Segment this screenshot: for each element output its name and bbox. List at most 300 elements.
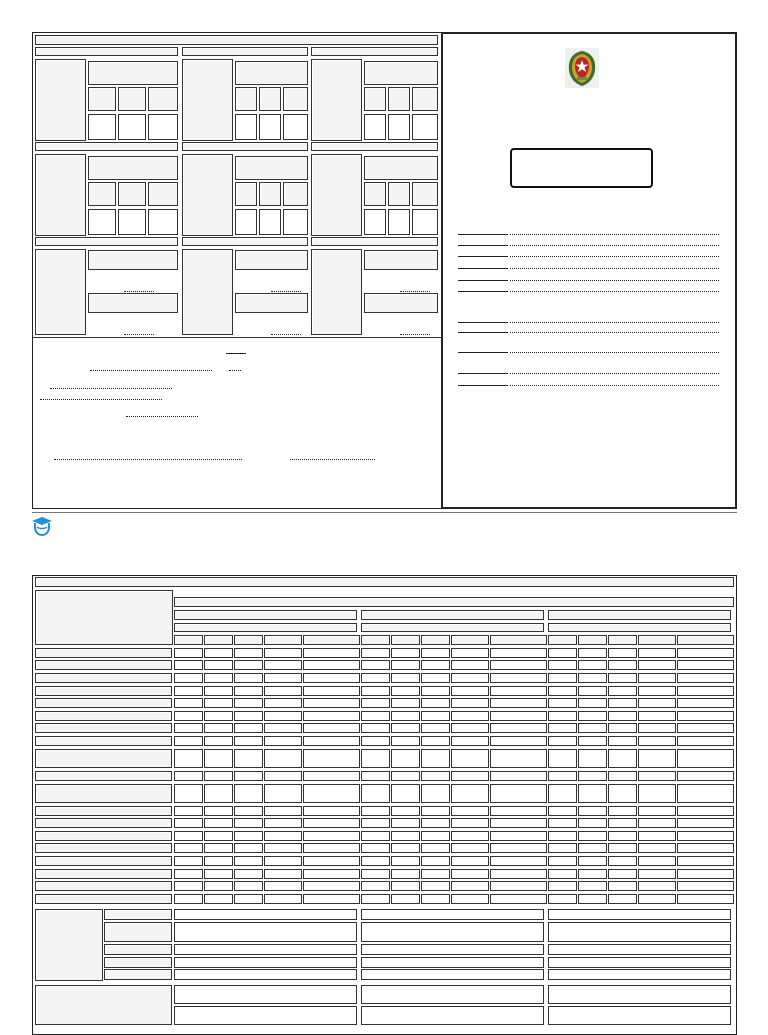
score-cell — [204, 686, 233, 696]
score-cell — [548, 673, 577, 683]
score-cell — [548, 736, 577, 746]
subject-name-cell — [35, 784, 172, 803]
score-cell — [361, 648, 390, 658]
fill-in-line — [400, 291, 430, 292]
subject-name-cell — [35, 711, 172, 721]
score-cell — [234, 673, 263, 683]
score-cell — [264, 881, 302, 891]
score-cell — [608, 723, 637, 733]
score-cell — [174, 856, 203, 866]
score-cell — [421, 723, 450, 733]
score-cell — [421, 736, 450, 746]
score-cell — [303, 831, 360, 841]
column-header — [548, 635, 577, 645]
subject-name-cell — [35, 686, 172, 696]
subject-name-cell — [35, 831, 172, 841]
field-label-line — [458, 373, 508, 374]
score-cell — [361, 856, 390, 866]
field-label-line — [458, 245, 508, 246]
score-cell — [608, 784, 637, 803]
summary-value-cell — [548, 909, 731, 920]
term-total-cell — [88, 156, 178, 180]
score-cell — [608, 806, 637, 816]
fill-in-line — [510, 332, 719, 333]
fill-in-line — [40, 399, 162, 400]
score-cell — [548, 771, 577, 781]
term-subscore-cell — [412, 114, 438, 140]
score-cell — [303, 771, 360, 781]
column-header — [174, 635, 203, 645]
score-cell — [391, 749, 420, 768]
score-cell — [548, 784, 577, 803]
remarks-cell — [548, 985, 731, 1004]
summary-row-label — [104, 957, 172, 968]
score-cell — [548, 881, 577, 891]
score-cell — [638, 648, 676, 658]
score-cell — [391, 660, 420, 670]
score-cell — [451, 881, 489, 891]
score-cell — [638, 673, 676, 683]
score-cell — [548, 856, 577, 866]
score-cell — [451, 698, 489, 708]
score-cell — [204, 749, 233, 768]
score-cell — [361, 660, 390, 670]
summary-value-cell — [174, 922, 357, 942]
term-subscore-cell — [364, 209, 386, 235]
score-cell — [391, 784, 420, 803]
score-cell — [204, 818, 233, 828]
score-cell — [264, 749, 302, 768]
remarks-cell — [361, 1006, 544, 1025]
result-field — [364, 250, 438, 270]
score-cell — [578, 831, 607, 841]
score-cell — [234, 894, 263, 904]
column-header — [264, 635, 302, 645]
score-cell — [234, 736, 263, 746]
score-cell — [421, 771, 450, 781]
score-cell — [677, 869, 734, 879]
score-cell — [204, 723, 233, 733]
score-cell — [548, 698, 577, 708]
score-cell — [391, 831, 420, 841]
result-field — [88, 293, 178, 313]
term-subscore-cell — [388, 209, 410, 235]
term-header — [182, 47, 308, 56]
score-cell — [608, 660, 637, 670]
fill-in-line — [90, 370, 212, 371]
score-cell — [303, 881, 360, 891]
signature-line — [54, 459, 242, 460]
term-header — [311, 142, 438, 151]
field-label-line — [458, 385, 508, 386]
fill-in-line — [510, 291, 719, 292]
score-cell — [638, 686, 676, 696]
summary-row-label — [104, 922, 172, 942]
score-cell — [451, 749, 489, 768]
result-field — [235, 293, 308, 313]
score-cell — [608, 894, 637, 904]
score-cell — [303, 686, 360, 696]
score-cell — [578, 749, 607, 768]
score-cell — [391, 843, 420, 853]
score-cell — [391, 711, 420, 721]
column-header — [234, 635, 263, 645]
score-cell — [548, 843, 577, 853]
score-cell — [234, 711, 263, 721]
score-cell — [677, 818, 734, 828]
score-cell — [391, 869, 420, 879]
score-cell — [174, 843, 203, 853]
score-cell — [548, 711, 577, 721]
score-cell — [234, 831, 263, 841]
score-cell — [391, 698, 420, 708]
report-card-front-panel — [441, 32, 737, 509]
fill-in-line — [124, 334, 154, 335]
subject-name-cell — [35, 843, 172, 853]
term-subscore-cell — [235, 209, 257, 235]
field-label-line — [458, 332, 508, 333]
score-cell — [361, 881, 390, 891]
term-subscore-cell — [118, 87, 146, 111]
term-header — [35, 237, 178, 246]
score-cell — [677, 856, 734, 866]
score-cell — [204, 771, 233, 781]
score-cell — [608, 869, 637, 879]
score-cell — [361, 686, 390, 696]
score-cell — [174, 736, 203, 746]
score-cell — [234, 723, 263, 733]
subject-name-cell — [35, 818, 172, 828]
term-total-cell — [235, 61, 308, 85]
score-cell — [174, 686, 203, 696]
score-cell — [264, 736, 302, 746]
score-cell — [451, 784, 489, 803]
score-cell — [234, 818, 263, 828]
score-cell — [638, 698, 676, 708]
score-cell — [234, 869, 263, 879]
score-cell — [677, 711, 734, 721]
score-cell — [578, 698, 607, 708]
score-cell — [677, 771, 734, 781]
score-cell — [174, 660, 203, 670]
score-cell — [451, 856, 489, 866]
score-cell — [421, 784, 450, 803]
score-cell — [490, 818, 547, 828]
term-total-cell — [88, 61, 178, 85]
score-cell — [548, 894, 577, 904]
score-cell — [204, 856, 233, 866]
score-cell — [174, 648, 203, 658]
score-cell — [234, 843, 263, 853]
term-header — [35, 142, 178, 151]
score-cell — [548, 806, 577, 816]
score-cell — [234, 806, 263, 816]
term-subscore-cell — [118, 114, 146, 140]
score-cell — [578, 843, 607, 853]
field-label-line — [458, 322, 508, 323]
term-label-cell — [182, 249, 233, 335]
score-cell — [303, 856, 360, 866]
score-cell — [490, 894, 547, 904]
score-cell — [303, 723, 360, 733]
score-cell — [361, 806, 390, 816]
score-cell — [361, 843, 390, 853]
score-cell — [677, 736, 734, 746]
column-header — [421, 635, 450, 645]
score-cell — [391, 894, 420, 904]
score-cell — [391, 648, 420, 658]
score-cell — [204, 869, 233, 879]
score-cell — [361, 673, 390, 683]
score-cell — [638, 749, 676, 768]
subject-name-cell — [35, 660, 172, 670]
score-cell — [490, 771, 547, 781]
fill-in-line — [226, 353, 246, 354]
score-cell — [451, 711, 489, 721]
remarks-cell — [548, 1006, 731, 1025]
score-cell — [264, 711, 302, 721]
fill-in-line — [510, 245, 719, 246]
term-subscore-cell — [235, 182, 257, 206]
score-cell — [677, 660, 734, 670]
score-cell — [421, 869, 450, 879]
score-cell — [421, 856, 450, 866]
score-cell — [451, 806, 489, 816]
result-field — [364, 293, 438, 313]
field-label-line — [458, 352, 508, 353]
summary-value-cell — [361, 909, 544, 920]
term-subscore-cell — [259, 209, 281, 235]
term-label-cell — [311, 154, 362, 236]
term-subscore-cell — [88, 182, 116, 206]
score-cell — [303, 784, 360, 803]
score-cell — [264, 869, 302, 879]
score-cell — [451, 686, 489, 696]
score-cell — [451, 771, 489, 781]
subject-name-cell — [35, 673, 172, 683]
score-cell — [638, 736, 676, 746]
score-cell — [677, 749, 734, 768]
score-cell — [391, 771, 420, 781]
term-label-cell — [35, 154, 86, 236]
fill-in-line — [510, 322, 719, 323]
score-cell — [608, 843, 637, 853]
score-cell — [578, 894, 607, 904]
page-divider — [32, 512, 737, 513]
score-cell — [174, 723, 203, 733]
score-cell — [421, 818, 450, 828]
score-cell — [264, 771, 302, 781]
score-cell — [677, 843, 734, 853]
score-cell — [361, 711, 390, 721]
term-label-cell — [311, 249, 362, 335]
subject-name-cell — [35, 723, 172, 733]
score-cell — [677, 881, 734, 891]
score-cell — [391, 806, 420, 816]
score-cell — [608, 686, 637, 696]
subject-name-cell — [35, 648, 172, 658]
summary-value-cell — [361, 922, 544, 942]
summary-value-cell — [174, 944, 357, 955]
column-header — [303, 635, 360, 645]
fill-in-line — [271, 291, 301, 292]
subject-name-cell — [35, 806, 172, 816]
term-subscore-cell — [412, 182, 438, 206]
score-cell — [548, 660, 577, 670]
score-cell — [264, 723, 302, 733]
term-subscore-cell — [364, 114, 386, 140]
score-cell — [174, 806, 203, 816]
summary-value-cell — [174, 969, 357, 980]
score-cell — [638, 660, 676, 670]
score-cell — [608, 698, 637, 708]
score-cell — [578, 806, 607, 816]
term-subscore-cell — [235, 114, 257, 140]
score-cell — [204, 881, 233, 891]
score-cell — [421, 686, 450, 696]
score-cell — [421, 894, 450, 904]
score-cell — [303, 698, 360, 708]
score-cell — [490, 648, 547, 658]
score-cell — [204, 806, 233, 816]
field-label-line — [458, 234, 508, 235]
score-cell — [174, 698, 203, 708]
score-cell — [264, 806, 302, 816]
fill-in-line — [124, 291, 154, 292]
score-cell — [578, 673, 607, 683]
score-cell — [578, 711, 607, 721]
score-cell — [264, 818, 302, 828]
score-cell — [638, 843, 676, 853]
score-cell — [174, 894, 203, 904]
term-subheader — [174, 623, 357, 632]
score-cell — [451, 723, 489, 733]
score-cell — [608, 831, 637, 841]
term-subscore-cell — [88, 87, 116, 111]
subject-name-cell — [35, 894, 172, 904]
score-cell — [578, 784, 607, 803]
score-cell — [638, 881, 676, 891]
column-header — [608, 635, 637, 645]
score-cell — [204, 894, 233, 904]
term-subscore-cell — [148, 87, 178, 111]
score-cell — [421, 749, 450, 768]
term-subscore-cell — [283, 87, 308, 111]
score-cell — [578, 856, 607, 866]
score-cell — [451, 736, 489, 746]
score-cell — [174, 831, 203, 841]
fill-in-line — [229, 370, 241, 371]
summary-value-cell — [361, 969, 544, 980]
score-cell — [638, 831, 676, 841]
term-subscore-cell — [364, 182, 386, 206]
score-cell — [608, 648, 637, 658]
term-header — [182, 237, 308, 246]
score-cell — [361, 698, 390, 708]
score-cell — [608, 818, 637, 828]
table-title-bar — [35, 577, 734, 587]
column-header — [451, 635, 489, 645]
subject-name-cell — [35, 869, 172, 879]
score-cell — [264, 894, 302, 904]
term-subscore-cell — [148, 209, 178, 235]
term-total-cell — [235, 156, 308, 180]
score-cell — [421, 806, 450, 816]
score-cell — [174, 784, 203, 803]
score-cell — [490, 869, 547, 879]
score-cell — [361, 818, 390, 828]
score-cell — [421, 711, 450, 721]
term-subscore-cell — [388, 114, 410, 140]
score-cell — [451, 894, 489, 904]
term-subscore-cell — [259, 182, 281, 206]
graduation-cap-logo-icon[interactable] — [30, 514, 54, 538]
term-header — [35, 47, 178, 56]
term-subscore-cell — [259, 87, 281, 111]
report-title-box — [510, 148, 653, 188]
score-cell — [264, 660, 302, 670]
score-cell — [264, 673, 302, 683]
score-cell — [608, 881, 637, 891]
score-cell — [638, 818, 676, 828]
score-cell — [490, 843, 547, 853]
score-cell — [391, 881, 420, 891]
score-cell — [361, 894, 390, 904]
summary-value-cell — [174, 957, 357, 968]
term-header — [182, 142, 308, 151]
term-header — [361, 610, 544, 620]
summary-value-cell — [548, 944, 731, 955]
column-header — [204, 635, 233, 645]
score-cell — [174, 771, 203, 781]
column-header — [578, 635, 607, 645]
score-cell — [578, 881, 607, 891]
score-cell — [638, 869, 676, 879]
score-cell — [638, 806, 676, 816]
summary-label-cell — [35, 909, 103, 981]
score-cell — [264, 686, 302, 696]
year-header — [174, 597, 734, 607]
result-field — [235, 250, 308, 270]
term-subheader — [548, 623, 731, 632]
summary-value-cell — [361, 944, 544, 955]
score-cell — [361, 869, 390, 879]
fill-in-line — [400, 334, 430, 335]
remarks-cell — [174, 1006, 357, 1025]
term-subheader — [361, 623, 544, 632]
subject-name-cell — [35, 881, 172, 891]
score-cell — [451, 843, 489, 853]
score-cell — [608, 711, 637, 721]
score-cell — [421, 843, 450, 853]
subject-name-cell — [35, 736, 172, 746]
score-cell — [303, 711, 360, 721]
score-cell — [490, 660, 547, 670]
score-cell — [578, 723, 607, 733]
panel-header-bar — [35, 35, 438, 45]
score-cell — [490, 784, 547, 803]
summary-value-cell — [174, 909, 357, 920]
score-cell — [677, 806, 734, 816]
score-cell — [421, 698, 450, 708]
term-total-cell — [364, 156, 438, 180]
term-subscore-cell — [118, 182, 146, 206]
term-subscore-cell — [235, 87, 257, 111]
score-cell — [361, 723, 390, 733]
term-label-cell — [182, 154, 233, 236]
score-cell — [303, 749, 360, 768]
remarks-cell — [174, 985, 357, 1004]
